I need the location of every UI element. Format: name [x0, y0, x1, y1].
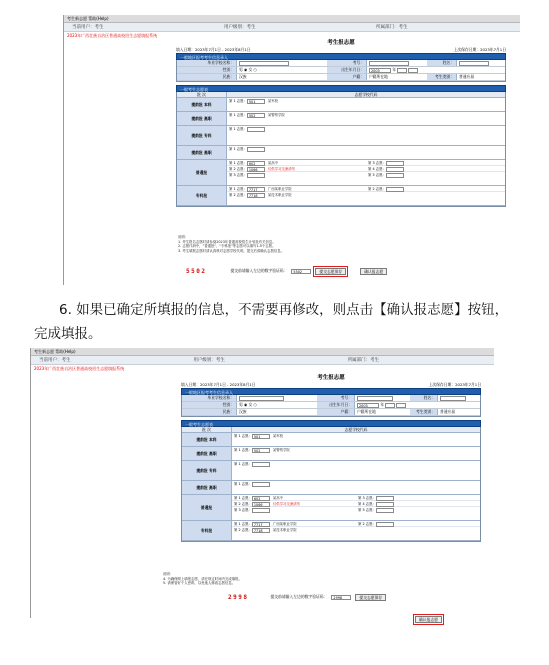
school-name: 某警察学院	[272, 448, 290, 452]
category-label: 考生类别：	[410, 409, 438, 415]
hukou-label: 户籍：	[317, 409, 355, 415]
note-line: 2. 志愿代码中，"普通批"、"专科批"等志愿可以填写1-5个志愿。	[178, 244, 276, 249]
notes	[161, 570, 481, 586]
batch-name: 普通批	[177, 160, 227, 185]
captcha-input[interactable]: 2998	[331, 595, 351, 600]
batch-block	[182, 447, 480, 461]
submit-row	[226, 592, 386, 602]
school-code-input[interactable]: 7718	[247, 193, 265, 198]
category-value: 普通应届	[440, 409, 456, 414]
screenshot-after	[30, 348, 494, 622]
pref-col-header: 志愿学校代码	[344, 427, 368, 432]
batch-block	[182, 461, 480, 481]
batch-name: 提前批 高职	[177, 146, 227, 159]
school-code-input[interactable]	[386, 161, 404, 166]
choice-label: 第 5 志愿：	[358, 508, 376, 512]
choice-label: 第 1 志愿：	[229, 187, 247, 191]
batch-name: 专科批	[177, 186, 227, 205]
school-code-input[interactable]: 7717	[252, 522, 270, 527]
birth-day-field[interactable]	[408, 68, 418, 73]
school-name: 仅供学习交流请勿	[267, 167, 295, 171]
batch-block	[182, 495, 480, 521]
user-info-bar	[64, 23, 520, 32]
menu-label[interactable]: 考生新志愿 帮助(Help)	[34, 349, 76, 354]
school-name: 某技术职业学院	[272, 528, 297, 532]
notes	[176, 233, 506, 253]
batch-col-header: 批 次	[182, 427, 232, 432]
school-name: 某警察学院	[267, 113, 285, 117]
batch-name: 提前批 高职	[182, 447, 232, 460]
birth-month-field[interactable]	[397, 68, 407, 73]
choice-label: 第 1 志愿：	[229, 127, 247, 131]
school-code-input[interactable]	[386, 187, 404, 192]
save-button[interactable]: 提交志愿保存	[315, 268, 346, 275]
last-save-date: 上次保存日期：2023年7月1日	[453, 47, 506, 52]
school-code-input[interactable]	[376, 522, 394, 527]
nation-label: 民族：	[182, 409, 237, 415]
batch-block	[177, 126, 505, 146]
school-code-input[interactable]: 501	[247, 99, 265, 104]
school-name: 广西某职业学院	[267, 187, 292, 191]
pref-grid	[181, 427, 481, 542]
batch-block	[182, 521, 480, 541]
choice-label: 第 1 志愿：	[234, 482, 252, 486]
school-name: 某军校	[272, 434, 284, 438]
info-section-header: 一般地区报考考生信息录入	[176, 53, 506, 60]
choice-label: 第 3 志愿：	[229, 173, 247, 177]
submit-row	[184, 266, 387, 276]
batch-block	[177, 112, 505, 126]
note-line: 5. 请保管好个人密码，以免他人修改志愿信息。	[163, 581, 236, 586]
school-code-input[interactable]	[376, 508, 394, 513]
batch-name: 提前批 高职	[177, 112, 227, 125]
school-name: 仅供学习交流请勿	[272, 502, 300, 506]
school-code-input[interactable]: 7717	[247, 187, 265, 192]
school-code-input[interactable]: 602	[247, 161, 265, 166]
school-name: 某技术职业学院	[267, 193, 292, 197]
school-code-input[interactable]: 502	[252, 448, 270, 453]
current-user: 当前用户：考生	[39, 358, 71, 363]
school-code-input[interactable]: 7718	[252, 528, 270, 533]
choice-label: 第 1 志愿：	[234, 522, 252, 526]
save-button[interactable]: 提交志愿保存	[355, 594, 386, 601]
nation-value: 汉族	[239, 74, 247, 79]
captcha-prompt: 提交前请输入左边的数字验证码：	[230, 268, 288, 273]
captcha-image: 5502	[186, 267, 207, 275]
choice-label: 第 4 志愿：	[358, 502, 376, 506]
choice-label: 第 1 志愿：	[234, 434, 252, 438]
school-code-input[interactable]: 502	[247, 113, 265, 118]
choice-label: 第 3 志愿：	[358, 496, 376, 500]
school-code-input[interactable]: 1066	[247, 167, 265, 172]
choice-label: 第 2 志愿：	[229, 193, 247, 197]
note-line: 4. 为确保网上填报志愿，请在规定时间内完成填报。	[163, 576, 242, 581]
choice-label: 第 2 志愿：	[234, 528, 252, 532]
birth-label: 出生年月日：	[327, 67, 367, 73]
choice-label: 第 1 志愿：	[234, 462, 252, 466]
batch-name: 提前批 专科	[177, 126, 227, 145]
last-save-date: 上次保存日期：2023年7月1日	[428, 382, 481, 387]
birth-month-field[interactable]	[385, 403, 395, 408]
hukou-value: 户籍所在地	[357, 409, 376, 414]
captcha-prompt: 提交前请输入左边的数字验证码：	[270, 594, 328, 599]
school-code-input[interactable]: 602	[252, 496, 270, 501]
screenshot-before	[63, 15, 520, 285]
school-code-input[interactable]	[386, 167, 404, 172]
exam-no-label: 考号：	[327, 60, 367, 66]
confirm-wrap	[415, 606, 442, 625]
school-field[interactable]	[239, 396, 284, 401]
choice-label: 第 2 志愿：	[358, 522, 376, 526]
user-level: 用户级别：考生	[193, 358, 225, 363]
birth-label: 出生年月日：	[317, 402, 355, 408]
nation-label: 民族：	[177, 74, 237, 80]
system-notice: 2023年广西壮族自治区普通高校招生志愿填报系统	[34, 366, 125, 371]
school-code-input[interactable]	[252, 482, 270, 487]
gender-label: 性别：	[182, 402, 237, 408]
gender-label: 性别：	[177, 67, 237, 73]
school-code-input[interactable]	[247, 147, 265, 152]
choice-label: 第 2 志愿：	[229, 167, 247, 171]
school-code-input[interactable]	[247, 127, 265, 132]
captcha-image: 2998	[228, 593, 249, 601]
user-level: 用户级别：考生	[224, 25, 256, 30]
captcha-input[interactable]: 5502	[291, 269, 311, 274]
user-info-bar	[31, 356, 494, 365]
batch-block	[177, 98, 505, 112]
name-field[interactable]	[459, 61, 489, 66]
batch-block	[182, 481, 480, 495]
menu-label[interactable]: 考生新志愿 帮助(Help)	[67, 16, 109, 21]
school-code-input[interactable]	[376, 496, 394, 501]
notes-title: 说明：	[163, 572, 174, 576]
nation-value: 汉族	[239, 409, 247, 414]
note-line: 3. 考生填报志愿时请认真核对志愿学校代码，提交后请确认志愿信息。	[178, 248, 285, 253]
hukou-value: 户籍所在地	[369, 74, 388, 79]
batch-name: 普通批	[182, 495, 232, 520]
choice-label: 第 3 志愿：	[368, 161, 386, 165]
birth-day-field[interactable]	[396, 403, 406, 408]
info-section-header: 一般地区报考考生信息录入	[181, 388, 481, 395]
choice-label: 第 3 志愿：	[234, 508, 252, 512]
school-name: 某军校	[267, 99, 279, 103]
name-label: 姓名：	[427, 60, 457, 66]
school-name: 某高中	[272, 496, 284, 500]
instruction-text	[34, 298, 520, 346]
batch-name: 提前批 本科	[177, 98, 227, 111]
school-code-input[interactable]: 1066	[252, 502, 270, 507]
user-dept: 所属部门：考生	[347, 358, 380, 363]
pref-section-header: 一般考生志愿表	[176, 85, 506, 92]
confirm-button[interactable]: 确认报志愿	[415, 616, 442, 623]
school-code-input[interactable]	[376, 502, 394, 507]
choice-label: 第 1 志愿：	[229, 113, 247, 117]
info-grid	[176, 60, 506, 82]
info-grid	[181, 395, 481, 417]
pref-section-header: 一般考生志愿表	[181, 420, 481, 427]
gender-radio[interactable]: 男 ◉ 女 ○	[239, 67, 257, 72]
school-label: 毕业学校名称：	[182, 395, 237, 401]
exam-no-field[interactable]	[357, 396, 393, 401]
batch-block	[177, 160, 505, 186]
notes-title: 说明：	[178, 235, 189, 239]
menu-bar[interactable]	[31, 348, 494, 356]
school-code-input[interactable]	[247, 173, 265, 178]
name-label: 姓名：	[410, 395, 438, 401]
choice-label: 第 5 志愿：	[368, 173, 386, 177]
system-notice: 2023年广西壮族自治区普通高校招生志愿填报系统	[67, 33, 158, 38]
batch-name: 提前批 本科	[182, 433, 232, 446]
batch-block	[182, 433, 480, 447]
note-line: 1. 考生报名志愿时请参阅2023年普通高校招生计划及有关信息。	[178, 239, 276, 244]
school-field[interactable]	[239, 61, 289, 66]
choice-label: 第 1 志愿：	[229, 99, 247, 103]
school-code-input[interactable]: 501	[252, 434, 270, 439]
open-time: 填入日期：2023年7月1日 - 2023年8月1日	[176, 47, 251, 52]
form-title: 考生报志愿	[317, 375, 345, 381]
batch-block	[177, 146, 505, 160]
gender-radio[interactable]: 男 ◉ 女 ○	[239, 402, 257, 407]
step-6-text: 6. 如果已确定所填报的信息，不需要再修改，则点击【确认报志愿】按钮，完成填报。	[34, 302, 509, 342]
confirm-button[interactable]: 确认报志愿	[360, 268, 387, 275]
choice-label: 第 4 志愿：	[368, 167, 386, 171]
current-user: 当前用户：考生	[72, 25, 104, 30]
batch-name: 专科批	[182, 521, 232, 540]
category-value: 普通应届	[459, 74, 475, 79]
pref-grid	[176, 92, 506, 207]
choice-label: 第 1 志愿：	[234, 496, 252, 500]
form-title: 考生报志愿	[327, 40, 355, 46]
school-code-input[interactable]	[386, 173, 404, 178]
batch-name: 提前批 高职	[182, 481, 232, 494]
name-field[interactable]	[440, 396, 466, 401]
choice-label: 第 2 志愿：	[234, 502, 252, 506]
choice-label: 第 1 志愿：	[229, 147, 247, 151]
choice-label: 第 2 志愿：	[368, 187, 386, 191]
birth-year-field[interactable]: 2003	[357, 403, 379, 408]
application-form	[176, 39, 506, 207]
user-dept: 所属部门：考生	[376, 25, 408, 30]
application-form	[181, 374, 481, 542]
hukou-label: 户籍：	[327, 74, 367, 80]
school-label: 毕业学校名称：	[177, 60, 237, 66]
menu-bar[interactable]	[64, 15, 520, 23]
exam-no-field[interactable]	[369, 61, 409, 66]
school-name: 广西某职业学院	[272, 522, 297, 526]
school-code-input[interactable]	[252, 462, 270, 467]
pref-col-header: 志愿学校代码	[354, 92, 378, 97]
birth-year-unit: 年	[392, 67, 397, 72]
batch-block	[177, 186, 505, 206]
category-label: 考生类别：	[427, 74, 457, 80]
school-code-input[interactable]	[252, 508, 270, 513]
school-name: 某高中	[267, 161, 279, 165]
exam-no-label: 考号：	[317, 395, 355, 401]
birth-year-unit: 年	[380, 402, 385, 407]
choice-label: 第 1 志愿：	[234, 448, 252, 452]
open-time: 填入日期：2023年7月1日 - 2023年8月1日	[181, 382, 256, 387]
batch-col-header: 批 次	[177, 92, 227, 97]
birth-year-field[interactable]: 2003	[369, 68, 391, 73]
choice-label: 第 1 志愿：	[229, 161, 247, 165]
batch-name: 提前批 专科	[182, 461, 232, 480]
